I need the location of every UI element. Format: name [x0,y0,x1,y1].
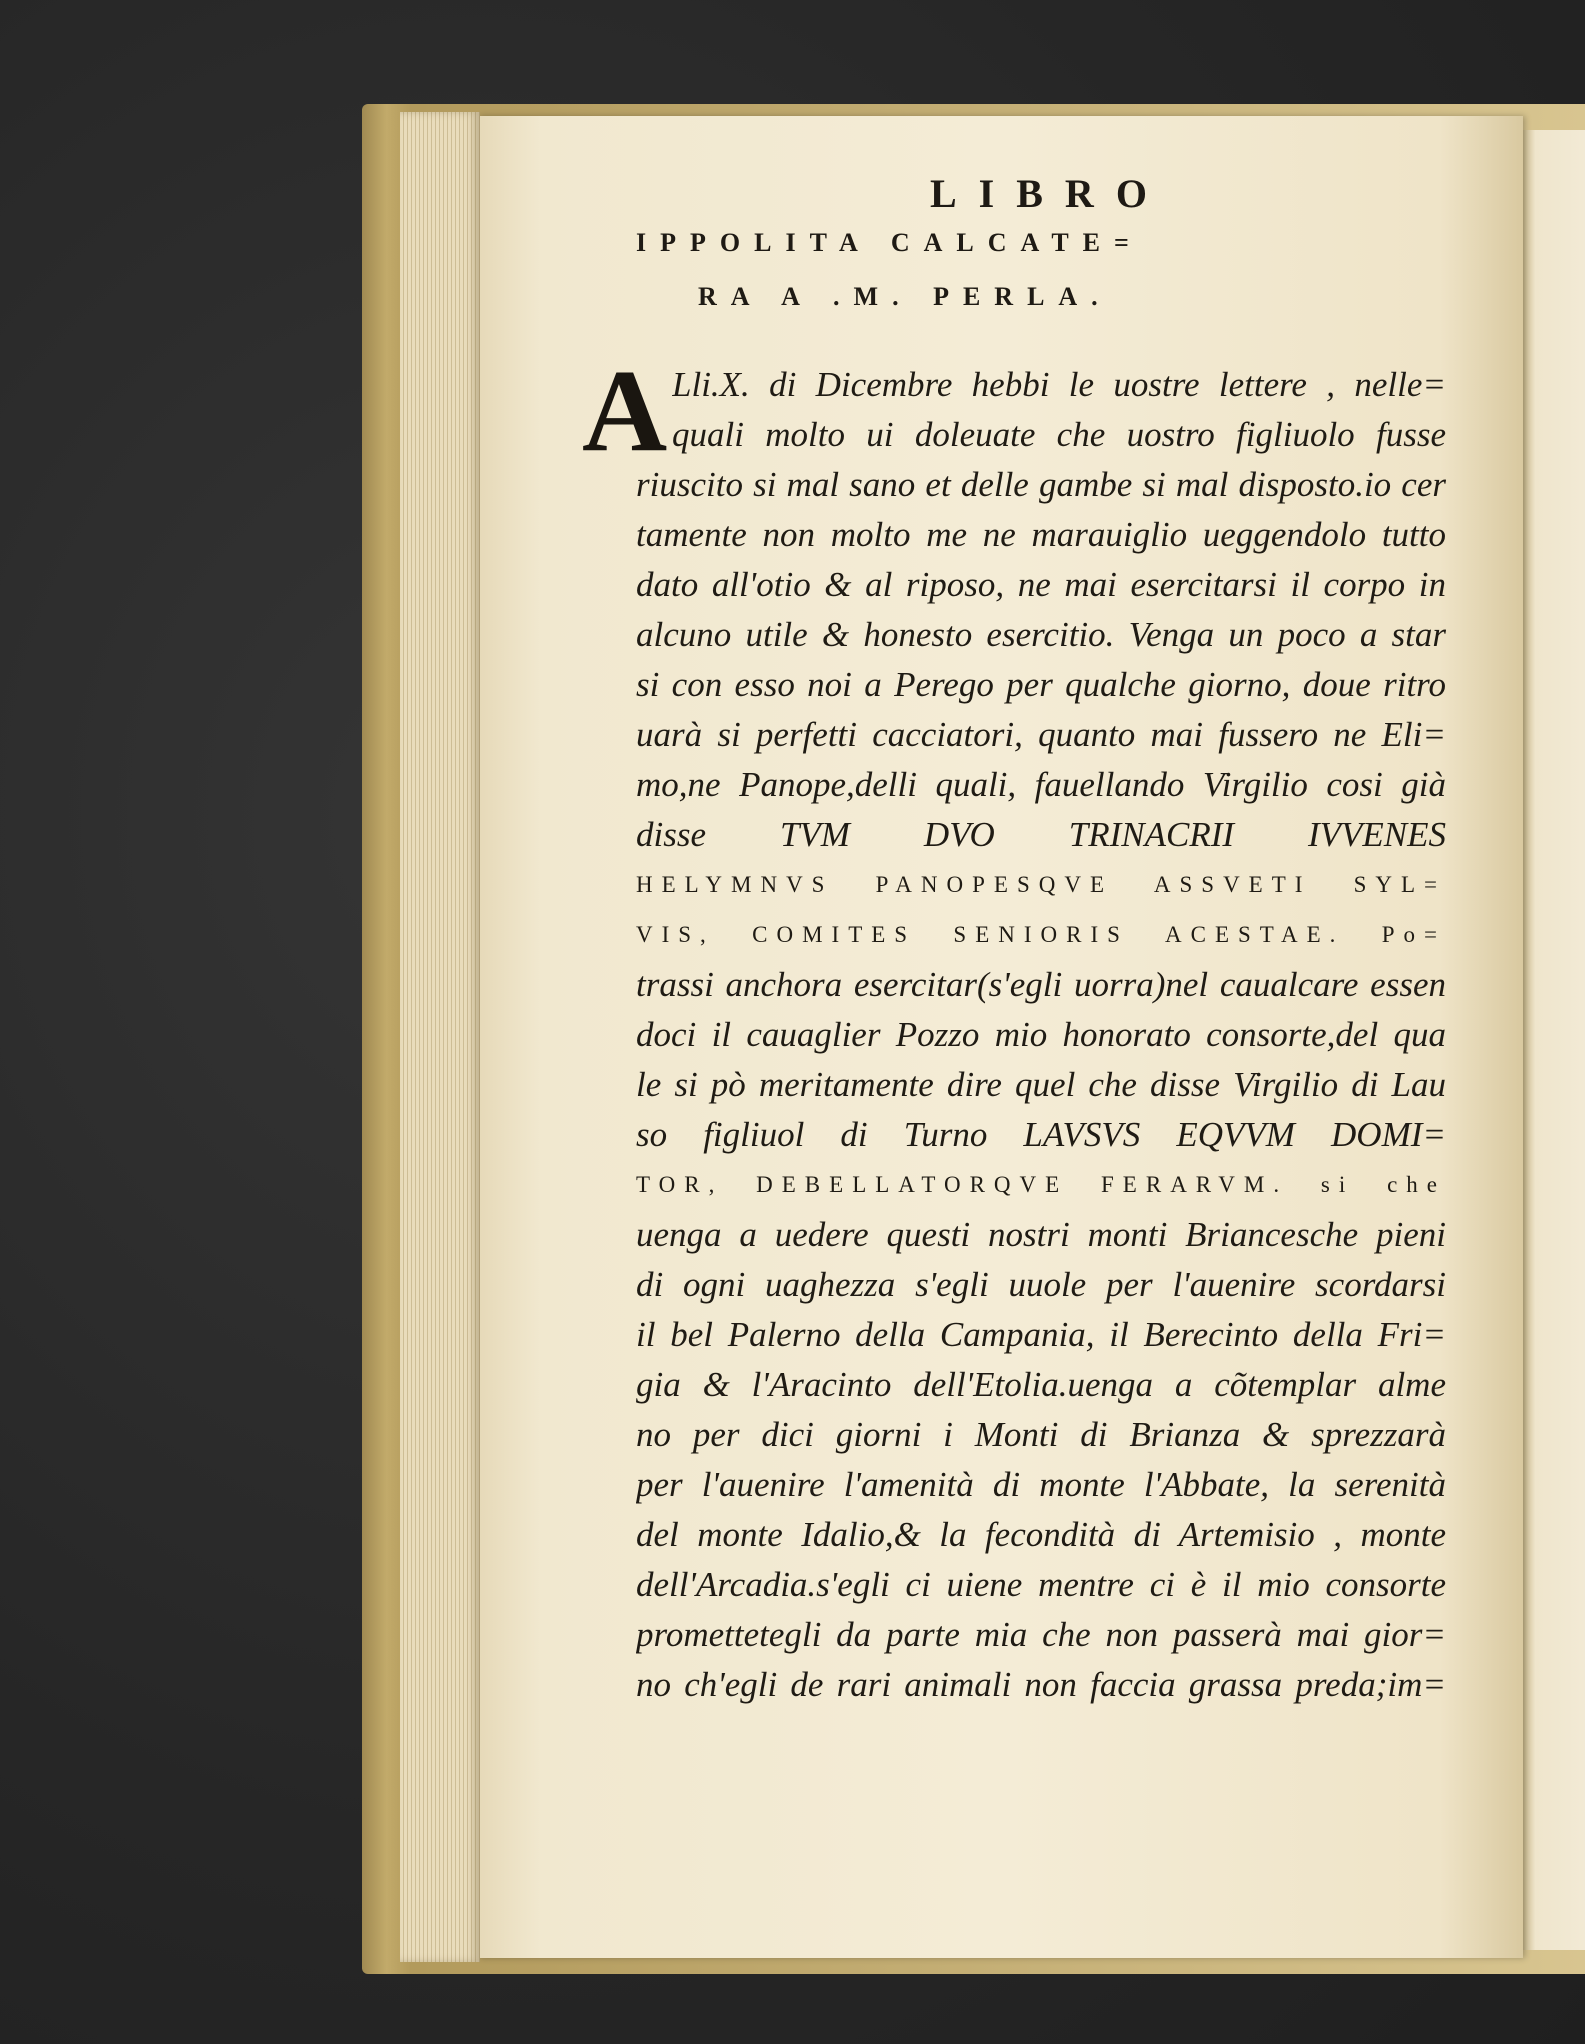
text-line: promettetegli da parte mia che non passerà mai gior= [636,1615,1446,1654]
text-line: del monte Idalio,& la fecondità di Artemisio , monte [636,1515,1446,1554]
text-line: di ogni uaghezza s'egli uuole per l'auenire scordarsi [636,1265,1446,1304]
text-line: Lli.X. di Dicembre hebbi le uostre lettere , nelle= [672,365,1446,404]
text-line: trassi anchora esercitar(s'egli uorra)nel caualcare essen [636,965,1446,1004]
text-line: VIS, COMITES SENIORIS ACESTAE. Po= [636,922,1446,947]
text-line: le si pò meritamente dire quel che disse Virgilio di Lau [636,1065,1446,1104]
page-stack [400,112,480,1962]
letter-title-line-1: IPPOLITA CALCATE= [636,228,1143,257]
text-line: dato all'otio & al riposo, ne mai esercitarsi il corpo in [636,565,1446,604]
text-line: riuscito si mal sano et delle gambe si mal disposto.io cer [636,465,1446,504]
text-line: so figliuol di Turno LAVSVS EQVVM DOMI= [636,1115,1446,1154]
text-line: quali molto ui doleuate che uostro figliuolo fusse [672,415,1446,454]
text-line: doci il cauaglier Pozzo mio honorato consorte,del qua [636,1015,1446,1054]
text-line: si con esso noi a Perego per qualche giorno, doue ritro [636,665,1446,704]
letter-title-line-2: RA A .M. PERLA. [698,282,1112,311]
text-line: HELYMNVS PANOPESQVE ASSVETI SYL= [636,872,1446,897]
text-line: per l'auenire l'amenità di monte l'Abbate, la serenità [636,1465,1446,1504]
text-line: no per dici giorni i Monti di Brianza & sprezzarà [636,1415,1446,1454]
text-line: mo,ne Panope,delli quali, fauellando Virgilio cosi già [636,765,1446,804]
text-line: disse TVM DVO TRINACRII IVVENES [636,815,1446,854]
text-line: gia & l'Aracinto dell'Etolia.uenga a cõtemplar alme [636,1365,1446,1404]
text-line: uenga a uedere questi nostri monti Briancesche pieni [636,1215,1446,1254]
text-line: alcuno utile & honesto esercitio. Venga un poco a star [636,615,1446,654]
facing-page [1523,130,1585,1950]
running-head: LIBRO [930,171,1169,216]
drop-initial: A [582,345,668,476]
text-line: tamente non molto me ne marauiglio ueggendolo tutto [636,515,1446,554]
text-line: il bel Palerno della Campania, il Berecinto della Fri= [636,1315,1446,1354]
body-text [636,360,1446,1710]
text-line: uarà si perfetti cacciatori, quanto mai fussero ne Eli= [636,715,1446,754]
text-line: dell'Arcadia.s'egli ci uiene mentre ci è il mio consorte [636,1565,1446,1604]
text-line: TOR, DEBELLATORQVE FERARVM. si che [636,1172,1446,1197]
text-line: no ch'egli de rari animali non faccia grassa preda;im= [636,1665,1446,1704]
